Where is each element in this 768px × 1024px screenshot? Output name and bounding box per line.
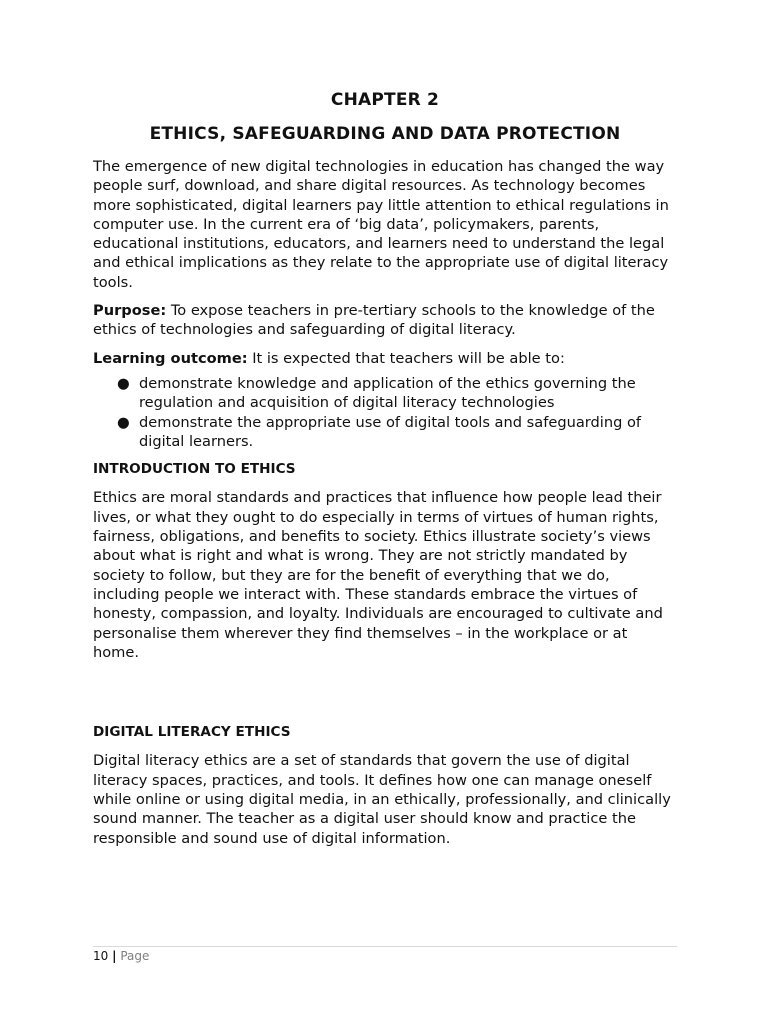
blank-space (93, 671, 677, 723)
bullet-icon: ● (117, 374, 130, 392)
outcome-item-text: demonstrate the appropriate use of digital tools and safeguarding of digital learners. (139, 413, 642, 450)
intro-paragraph: The emergence of new digital technologies in education has changed the way people surf, download, and share digital resources. As technology becomes more sophisticated, digital learners pay little attention to ethical regulations in computer use. In the current era of ‘big data’, policymakers, parents, educational institutions, educators, and learners need to understand the legal and ethical implications as they relate to the appropriate use of digital literacy tools. (93, 158, 669, 291)
document-page (93, 0, 677, 1024)
page-number: 10 (93, 949, 109, 963)
section-heading-digital-literacy: DIGITAL LITERACY ETHICS (93, 724, 291, 741)
purpose-text: To expose teachers in pre-tertiary schools to the knowledge of the ethics of technologies and safeguarding of digital literacy. (93, 302, 655, 339)
section-paragraph-introduction: Ethics are moral standards and practices that influence how people lead their lives, or what they ought to do especially in terms of virtues of human rights, fairness, obligations, and benefits to society. Ethics illustrate society’s views about what is right and what is wrong. They are not strictly mandated by society to follow, but they are for the benefit of everything that we do, including people we interact with. These standards embrace the virtues of honesty, compassion, and loyalty. Individuals are encouraged to cultivate and personalise them wherever they find themselves – in the workplace or at home. (93, 489, 663, 661)
chapter-title: ETHICS, SAFEGUARDING AND DATA PROTECTION (149, 124, 621, 144)
list-item (117, 374, 677, 413)
section-paragraph-digital-literacy: Digital literacy ethics are a set of standards that govern the use of digital literacy spaces, practices, and tools. It defines how one can manage oneself while online or using digital media, in an ethically, professionally, and clinically sound manner. The teacher as a digital user should know and practice the responsible and sound use of digital information. (93, 752, 671, 847)
outcome-item-text: demonstrate knowledge and application of the ethics governing the regulation and acquisition of digital literacy technologies (139, 374, 636, 412)
purpose-label: Purpose: (93, 302, 167, 320)
purpose-paragraph (93, 301, 677, 340)
outcome-label: Learning outcome: (93, 349, 248, 367)
outcomes-list (93, 374, 677, 451)
page-footer (93, 946, 677, 963)
footer-separator: | (112, 949, 117, 963)
outcome-text: It is expected that teachers will be able to: (247, 349, 565, 367)
outcome-paragraph (93, 349, 677, 368)
bullet-icon: ● (117, 413, 130, 431)
section-heading-introduction: INTRODUCTION TO ETHICS (93, 461, 296, 478)
document-body (93, 157, 677, 857)
page-word: Page (120, 949, 150, 963)
list-item (117, 413, 677, 452)
chapter-label: CHAPTER 2 (330, 90, 440, 110)
